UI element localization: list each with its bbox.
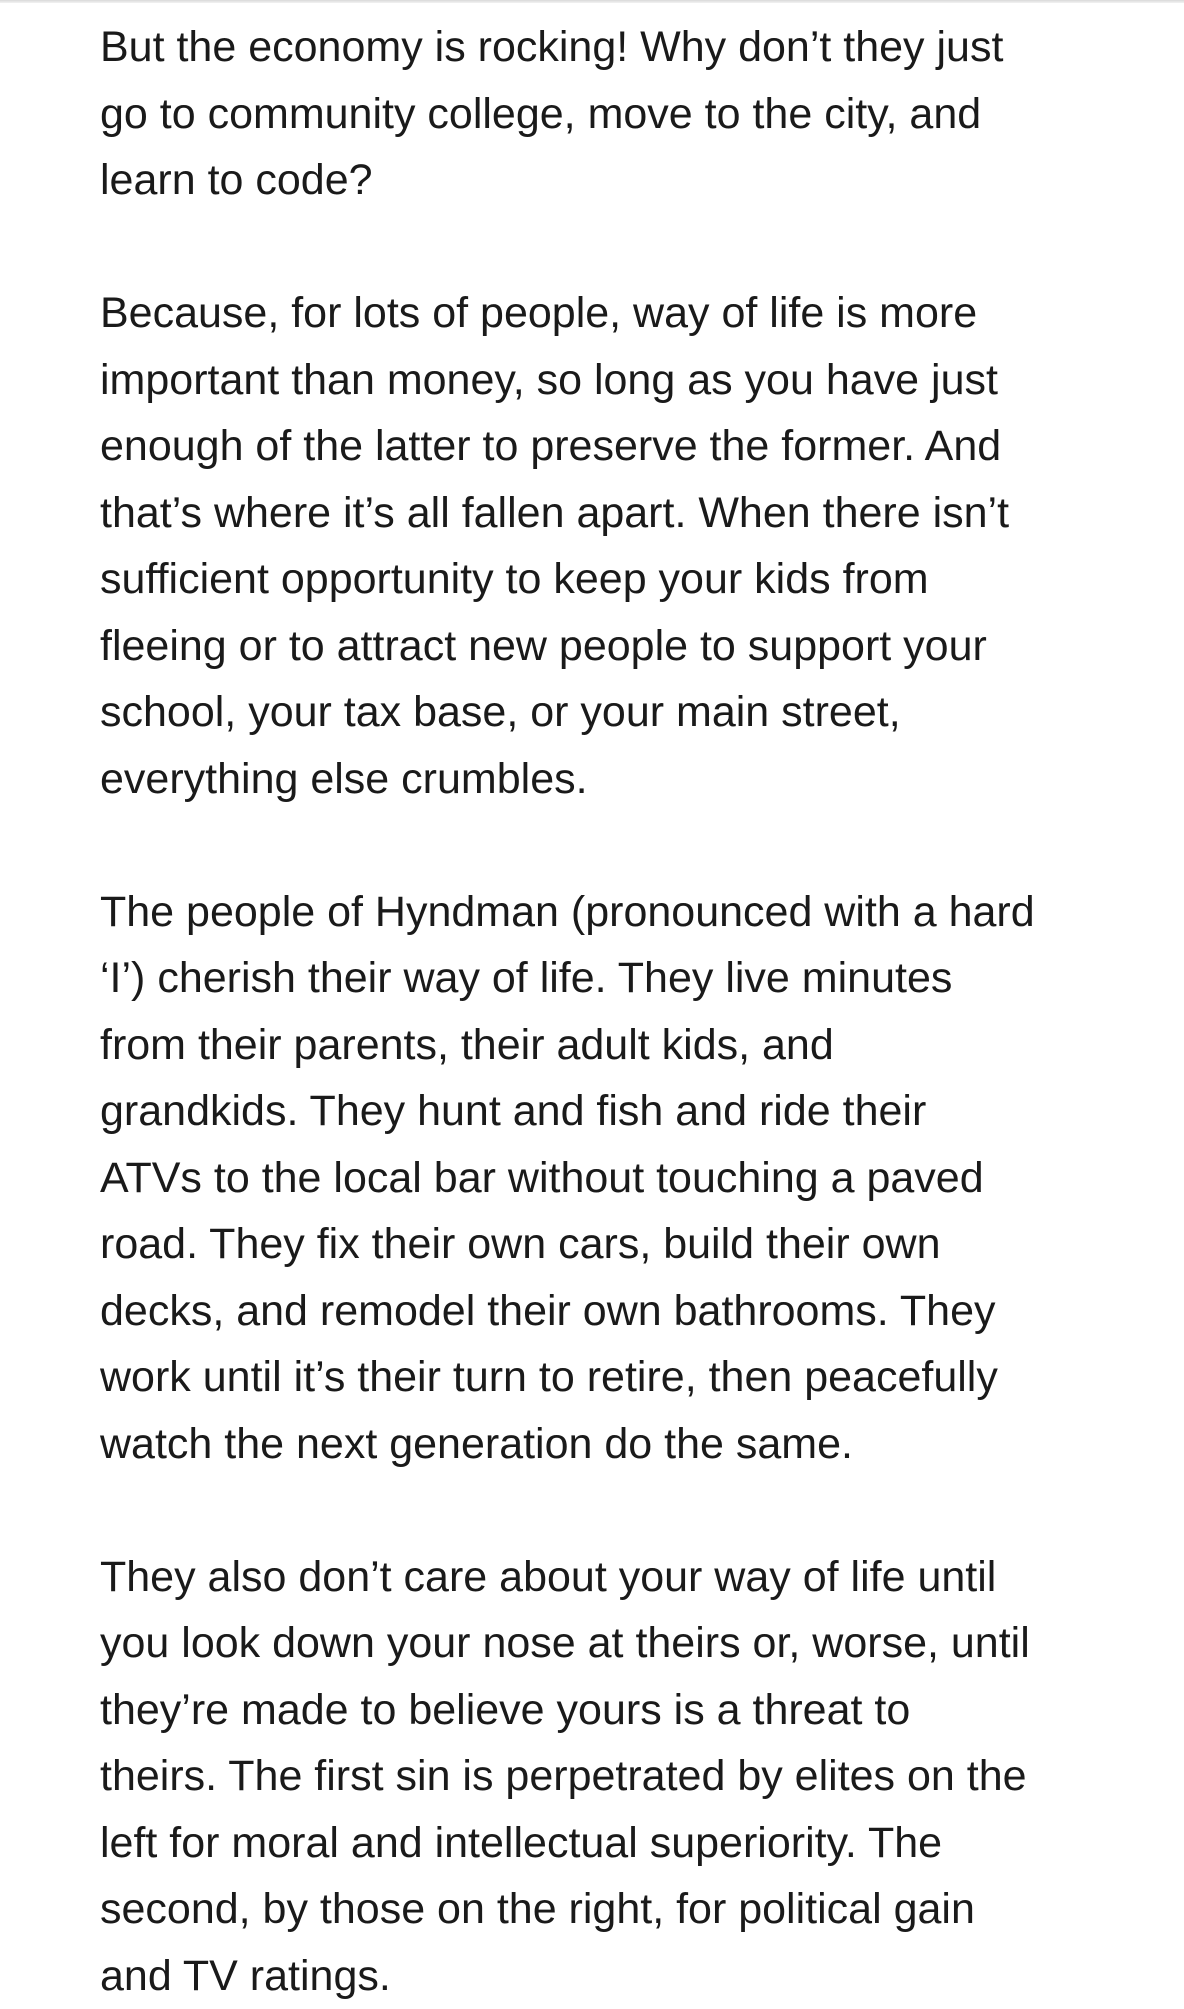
paragraph-economy-question: But the economy is rocking! Why don’t they just go to community college, move to the city, and learn to code? xyxy=(100,14,1100,214)
paragraph-hyndman-people: The people of Hyndman (pronounced with a hard ‘I’) cherish their way of life. They live minutes from their parents, their adult kids, and grandkids. They hunt and fish and ride their ATVs to the local bar without touching a paved road. They fix their own cars, build their own decks, and remodel their own bathrooms. They work until it’s their turn to retire, then peacefully watch the next generation do the same. xyxy=(100,879,1100,1478)
paragraph-elites-and-politics: They also don’t care about your way of life until you look down your nose at theirs or, worse, until they’re made to believe yours is a threat to theirs. The first sin is perpetrated by elites on the left for moral and intellectual superiority. The second, by those on the right, for political gain and TV ratings. xyxy=(100,1544,1100,2009)
paragraph-way-of-life: Because, for lots of people, way of life is more important than money, so long as you have just enough of the latter to preserve the former. And that’s where it’s all fallen apart. When there isn’t sufficient opportunity to keep your kids from fleeing or to attract new people to support your school, your tax base, or your main street, everything else crumbles. xyxy=(100,280,1100,812)
article-body xyxy=(100,14,1100,2009)
top-divider xyxy=(0,0,1184,3)
